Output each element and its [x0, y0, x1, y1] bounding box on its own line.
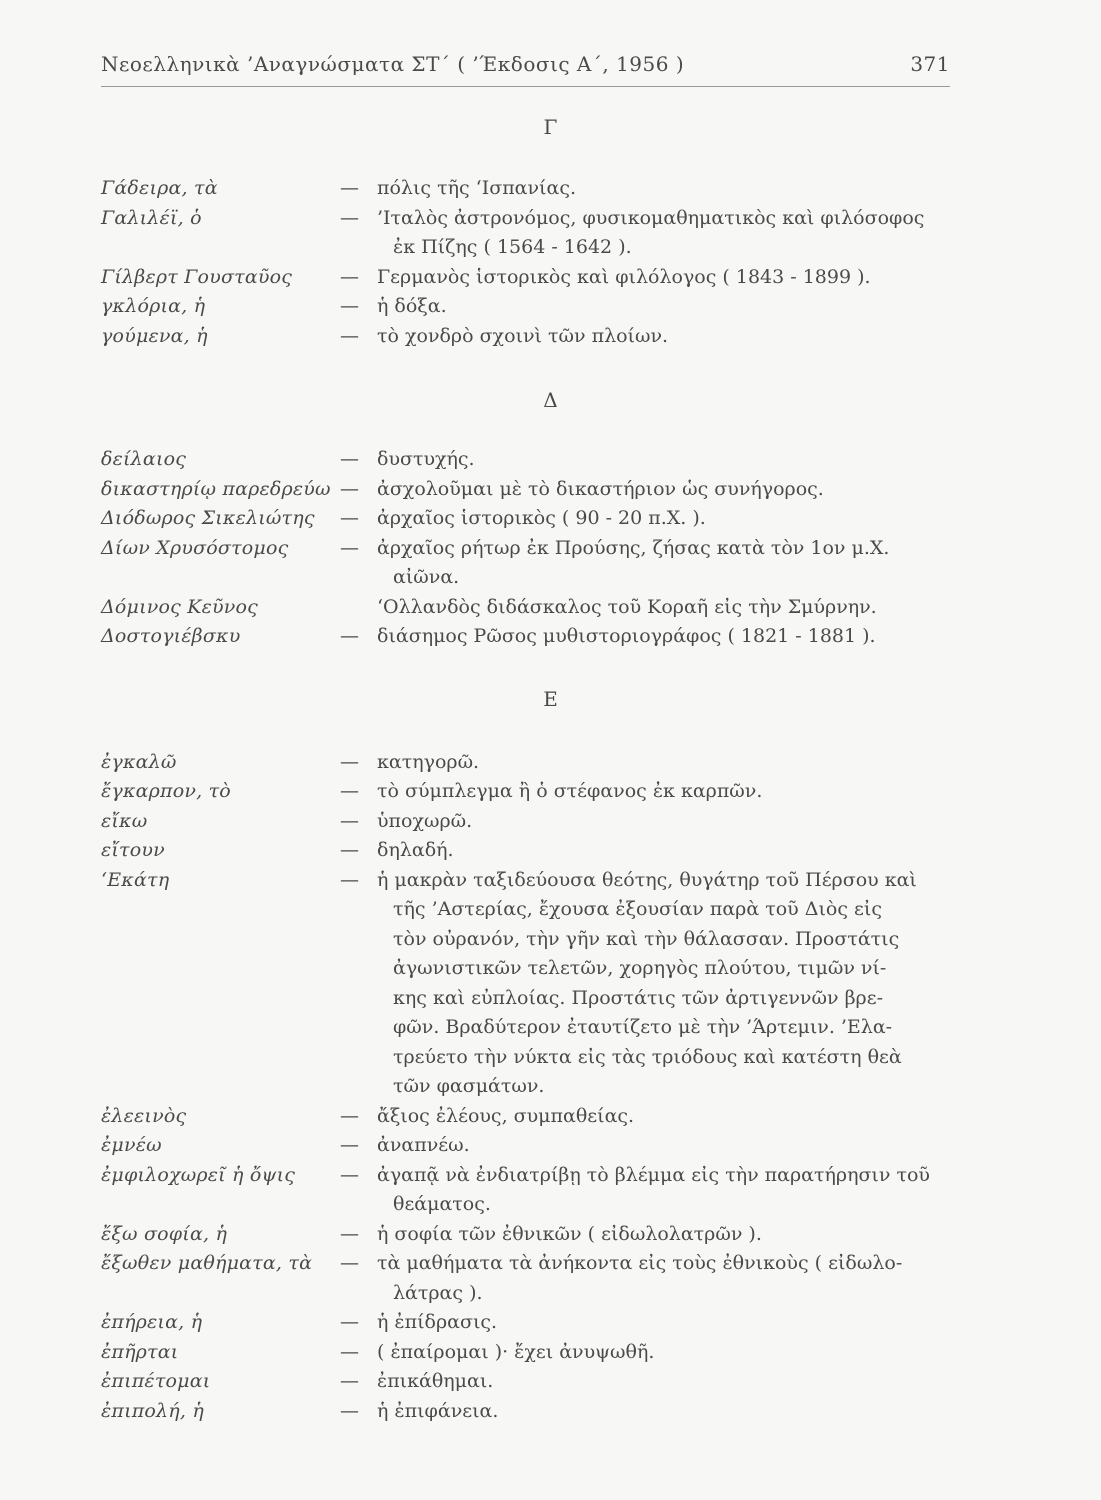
entry-term: Γίλβερτ Γουσταῦος: [101, 265, 293, 288]
entry-term: ‘Εκάτη: [101, 868, 170, 891]
definition-text: ἡ ἐπίδρασις.: [377, 1311, 498, 1333]
definition-text: φῶν. Βραδύτερον ἐταυτίζετο μὲ τὴν ’Άρτεμιν. ’Ελα-: [393, 1016, 893, 1038]
entry-definition: [340, 836, 950, 866]
definition-line: [340, 504, 950, 534]
definition-line: [340, 475, 950, 505]
entry-term: εἴτουν: [101, 839, 165, 861]
definition-line: [340, 1249, 950, 1279]
em-dash: —: [340, 809, 359, 832]
entry-term: ἐπιπέτομαι: [101, 1370, 211, 1392]
entry-definition: [340, 866, 950, 1102]
definition-text: τῆς ’Αστερίας, ἔχουσα ἐξουσίαν παρὰ τοῦ Διὸς εἰς: [393, 898, 882, 920]
entry-definition: [340, 322, 950, 352]
entry-definition: [340, 1102, 950, 1132]
entry-term: δείλαιος: [101, 448, 187, 470]
entry-definition: [340, 445, 950, 475]
definition-line: [340, 954, 950, 984]
entry-definition: [340, 1367, 950, 1397]
definition-line: [340, 563, 950, 593]
definition-line: [340, 593, 950, 623]
definition-text: ἐκ Πίζης ( 1564 - 1642 ).: [393, 236, 632, 258]
entry-definition: [340, 1308, 950, 1338]
entry-term: Γάδειρα, τὰ: [101, 177, 218, 199]
section-letter-gap: [101, 142, 950, 174]
entry-definition: [340, 204, 950, 263]
em-dash: —: [340, 477, 359, 500]
em-dash: —: [340, 1222, 359, 1245]
definition-line: [340, 292, 950, 322]
em-dash: —: [340, 1370, 359, 1392]
glossary-entry: [101, 534, 950, 593]
entry-definition: [340, 475, 950, 505]
entry-term: δικαστηρίῳ παρεδρεύω: [101, 477, 331, 500]
definition-text: κατηγορῶ.: [377, 750, 480, 773]
definition-line: [340, 1072, 950, 1102]
glossary-entry: [101, 777, 950, 807]
glossary-entry: [101, 204, 950, 263]
definition-text: ‘Ολλανδὸς διδάσκαλος τοῦ Κοραῆ εἰς τὴν Σμύρνην.: [377, 595, 877, 618]
definition-text: Γερμανὸς ἱστορικὸς καὶ φιλόλογος ( 1843 - 1899 ).: [377, 265, 871, 288]
glossary-entry: [101, 1220, 950, 1250]
definition-text: ἡ δόξα.: [377, 295, 447, 317]
entry-definition: [340, 292, 950, 322]
entry-definition: [340, 622, 950, 652]
entry-term: ἔξωθεν μαθήματα, τὰ: [101, 1252, 313, 1274]
entry-definition: [340, 1338, 950, 1368]
definition-line: [340, 534, 950, 564]
definition-text: ὑποχωρῶ.: [377, 809, 473, 832]
definition-text: τὸν οὐρανόν, τὴν γῆν καὶ τὴν θάλασσαν. Προστάτις: [393, 927, 900, 950]
definition-line: [340, 836, 950, 866]
section-letter-gap: [101, 415, 950, 445]
definition-line: [340, 1220, 950, 1250]
em-dash: —: [340, 625, 359, 647]
definition-line: [340, 895, 950, 925]
definition-text: ἀρχαῖος ἱστορικὸς ( 90 - 20 π.Χ. ).: [377, 507, 706, 529]
glossary: [101, 112, 950, 1426]
definition-text: ἀγωνιστικῶν τελετῶν, χορηγὸς πλούτου, τιμῶν νί-: [393, 957, 887, 979]
header-rule: [101, 86, 950, 87]
entry-definition: [340, 748, 950, 778]
em-dash: —: [340, 295, 359, 317]
page-header: [101, 48, 950, 84]
definition-line: [340, 622, 950, 652]
glossary-entry: [101, 1367, 950, 1397]
definition-text: ἡ σοφία τῶν ἐθνικῶν ( εἰδωλολατρῶν ).: [377, 1222, 762, 1245]
em-dash: —: [340, 324, 359, 347]
definition-text: αἰῶνα.: [393, 566, 460, 588]
definition-line: [340, 1367, 950, 1397]
glossary-entry: [101, 866, 950, 1102]
section-letter: Ε: [543, 686, 558, 711]
entry-term: ἐμφιλοχωρεῖ ἡ ὄψις: [101, 1163, 296, 1186]
definition-line: [340, 445, 950, 475]
definition-line: [340, 1397, 950, 1427]
section-letter-gap: [101, 714, 950, 748]
em-dash: —: [340, 1134, 359, 1156]
em-dash: —: [340, 1340, 359, 1363]
entry-term: ἐγκαλῶ: [101, 750, 177, 773]
em-dash: —: [340, 206, 359, 229]
glossary-entry: [101, 1308, 950, 1338]
entry-term: Γαλιλέϊ, ὁ: [101, 206, 202, 229]
entry-term: Δοστογιέβσκυ: [101, 625, 241, 647]
glossary-entry: [101, 174, 950, 204]
glossary-entry: [101, 1161, 950, 1220]
definition-line: [340, 1043, 950, 1073]
glossary-entry: [101, 292, 950, 322]
em-dash: —: [340, 1163, 359, 1186]
definition-line: [340, 807, 950, 837]
definition-text: κης καὶ εὐπλοίας. Προστάτις τῶν ἀρτιγεννῶν βρε-: [393, 986, 883, 1009]
em-dash: —: [340, 839, 359, 861]
definition-line: [340, 1102, 950, 1132]
em-dash: —: [340, 1311, 359, 1333]
entry-definition: [340, 1397, 950, 1427]
definition-text: τὸ χονδρὸ σχοινὶ τῶν πλοίων.: [377, 324, 669, 347]
entry-term: ἔγκαρπον, τὸ: [101, 780, 231, 802]
definition-text: θεάματος.: [393, 1193, 491, 1215]
em-dash: —: [340, 177, 359, 199]
definition-text: ἀρχαῖος ρήτωρ ἐκ Προύσης, ζήσας κατὰ τὸν 1ον μ.Χ.: [377, 536, 890, 559]
definition-line: [340, 866, 950, 896]
section-letter: Δ: [543, 388, 558, 412]
definition-text: ἄξιος ἐλέους, συμπαθείας.: [377, 1104, 635, 1127]
definition-line: [340, 984, 950, 1014]
entry-term: γκλόρια, ἡ: [101, 295, 206, 317]
glossary-entry: [101, 593, 950, 623]
glossary-entry: [101, 1338, 950, 1368]
page-number: 371: [910, 52, 950, 76]
glossary-entry: [101, 807, 950, 837]
definition-line: [340, 1161, 950, 1191]
entry-term: ἐπιπολή, ἡ: [101, 1399, 204, 1422]
em-dash: —: [340, 868, 359, 891]
glossary-entry: [101, 475, 950, 505]
definition-text: ’Ιταλὸς ἀστρονόμος, φυσικομαθηματικὸς καὶ φιλόσοφος: [377, 206, 925, 229]
definition-text: διάσημος Ρῶσος μυθιστοριογράφος ( 1821 - 1881 ).: [377, 625, 876, 647]
em-dash: —: [340, 1104, 359, 1127]
em-dash: —: [340, 1399, 359, 1422]
definition-text: τῶν φασμάτων.: [393, 1075, 545, 1097]
definition-text: ἡ ἐπιφάνεια.: [377, 1399, 499, 1422]
entry-term: Δόμινος Κεῦνος: [101, 595, 258, 618]
entry-definition: [340, 263, 950, 293]
em-dash: —: [340, 750, 359, 773]
definition-line: [340, 925, 950, 955]
entry-definition: [340, 1220, 950, 1250]
definition-text: δυστυχής.: [377, 448, 475, 470]
entry-definition: [340, 534, 950, 593]
running-title: Νεοελληνικὰ ’Αναγνώσματα ΣΤ΄ ( ’Έκδοσις Α΄, 1956 ): [101, 52, 685, 76]
definition-line: [340, 1131, 950, 1161]
entry-term: Δίων Χρυσόστομος: [101, 536, 289, 559]
entry-definition: [340, 777, 950, 807]
glossary-entry: [101, 1397, 950, 1427]
glossary-entry: [101, 622, 950, 652]
definition-line: [340, 1338, 950, 1368]
definition-line: [340, 263, 950, 293]
em-dash: —: [340, 507, 359, 529]
entry-term: ἐπῆρται: [101, 1340, 179, 1363]
entry-term: ἔξω σοφία, ἡ: [101, 1222, 228, 1245]
glossary-entry: [101, 836, 950, 866]
em-dash: —: [340, 780, 359, 802]
em-dash: —: [340, 536, 359, 559]
entry-term: εἴκω: [101, 809, 148, 832]
em-dash: —: [340, 1252, 359, 1274]
definition-line: [340, 1308, 950, 1338]
entry-term: γούμενα, ἡ: [101, 324, 208, 347]
definition-line: [340, 233, 950, 263]
glossary-entry: [101, 263, 950, 293]
section-gap: [101, 652, 950, 684]
entry-term: ἐπήρεια, ἡ: [101, 1311, 203, 1333]
glossary-entry: [101, 504, 950, 534]
definition-line: [340, 748, 950, 778]
glossary-entry: [101, 445, 950, 475]
glossary-entry: [101, 748, 950, 778]
entry-definition: [340, 1131, 950, 1161]
entry-term: ἐλεεινὸς: [101, 1104, 187, 1127]
em-dash: —: [340, 448, 359, 470]
definition-text: ἀγαπᾷ νὰ ἐνδιατρίβῃ τὸ βλέμμα εἰς τὴν παρατήρησιν τοῦ: [377, 1163, 930, 1186]
definition-text: τρεύετο τὴν νύκτα εἰς τὰς τριόδους καὶ κατέστη θεὰ: [393, 1045, 902, 1068]
definition-text: δηλαδή.: [377, 839, 454, 861]
definition-line: [340, 1013, 950, 1043]
em-dash: —: [340, 265, 359, 288]
definition-text: ( ἐπαίρομαι )· ἔχει ἀνυψωθῆ.: [377, 1340, 655, 1363]
glossary-entry: [101, 1102, 950, 1132]
section-letter: Γ: [543, 115, 558, 139]
entry-definition: [340, 1249, 950, 1308]
entry-definition: [340, 1161, 950, 1220]
definition-text: τὰ μαθήματα τὰ ἀνήκοντα εἰς τοὺς ἐθνικοὺς ( εἰδωλο-: [377, 1252, 903, 1274]
definition-line: [340, 777, 950, 807]
definition-text: ἀναπνέω.: [377, 1134, 470, 1156]
definition-line: [340, 1279, 950, 1309]
definition-text: τὸ σύμπλεγμα ἢ ὁ στέφανος ἐκ καρπῶν.: [377, 780, 763, 802]
definition-line: [340, 322, 950, 352]
definition-text: ἐπικάθημαι.: [377, 1370, 494, 1392]
definition-text: ἀσχολοῦμαι μὲ τὸ δικαστήριον ὡς συνήγορος.: [377, 477, 824, 500]
entry-definition: [340, 504, 950, 534]
definition-line: [340, 1190, 950, 1220]
definition-line: [340, 204, 950, 234]
entry-definition: [340, 593, 950, 623]
definition-text: ἡ μακρὰν ταξιδεύουσα θεότης, θυγάτηρ τοῦ Πέρσου καὶ: [377, 868, 917, 891]
definition-line: [340, 174, 950, 204]
glossary-entry: [101, 1131, 950, 1161]
entry-term: ἐμνέω: [101, 1134, 162, 1156]
definition-text: πόλις τῆς ‘Ισπανίας.: [377, 177, 577, 199]
glossary-entry: [101, 1249, 950, 1308]
glossary-entry: [101, 322, 950, 352]
entry-term: Διόδωρος Σικελιώτης: [101, 507, 315, 529]
section-gap: [101, 351, 950, 385]
definition-text: λάτρας ).: [393, 1281, 483, 1304]
entry-definition: [340, 174, 950, 204]
entry-definition: [340, 807, 950, 837]
